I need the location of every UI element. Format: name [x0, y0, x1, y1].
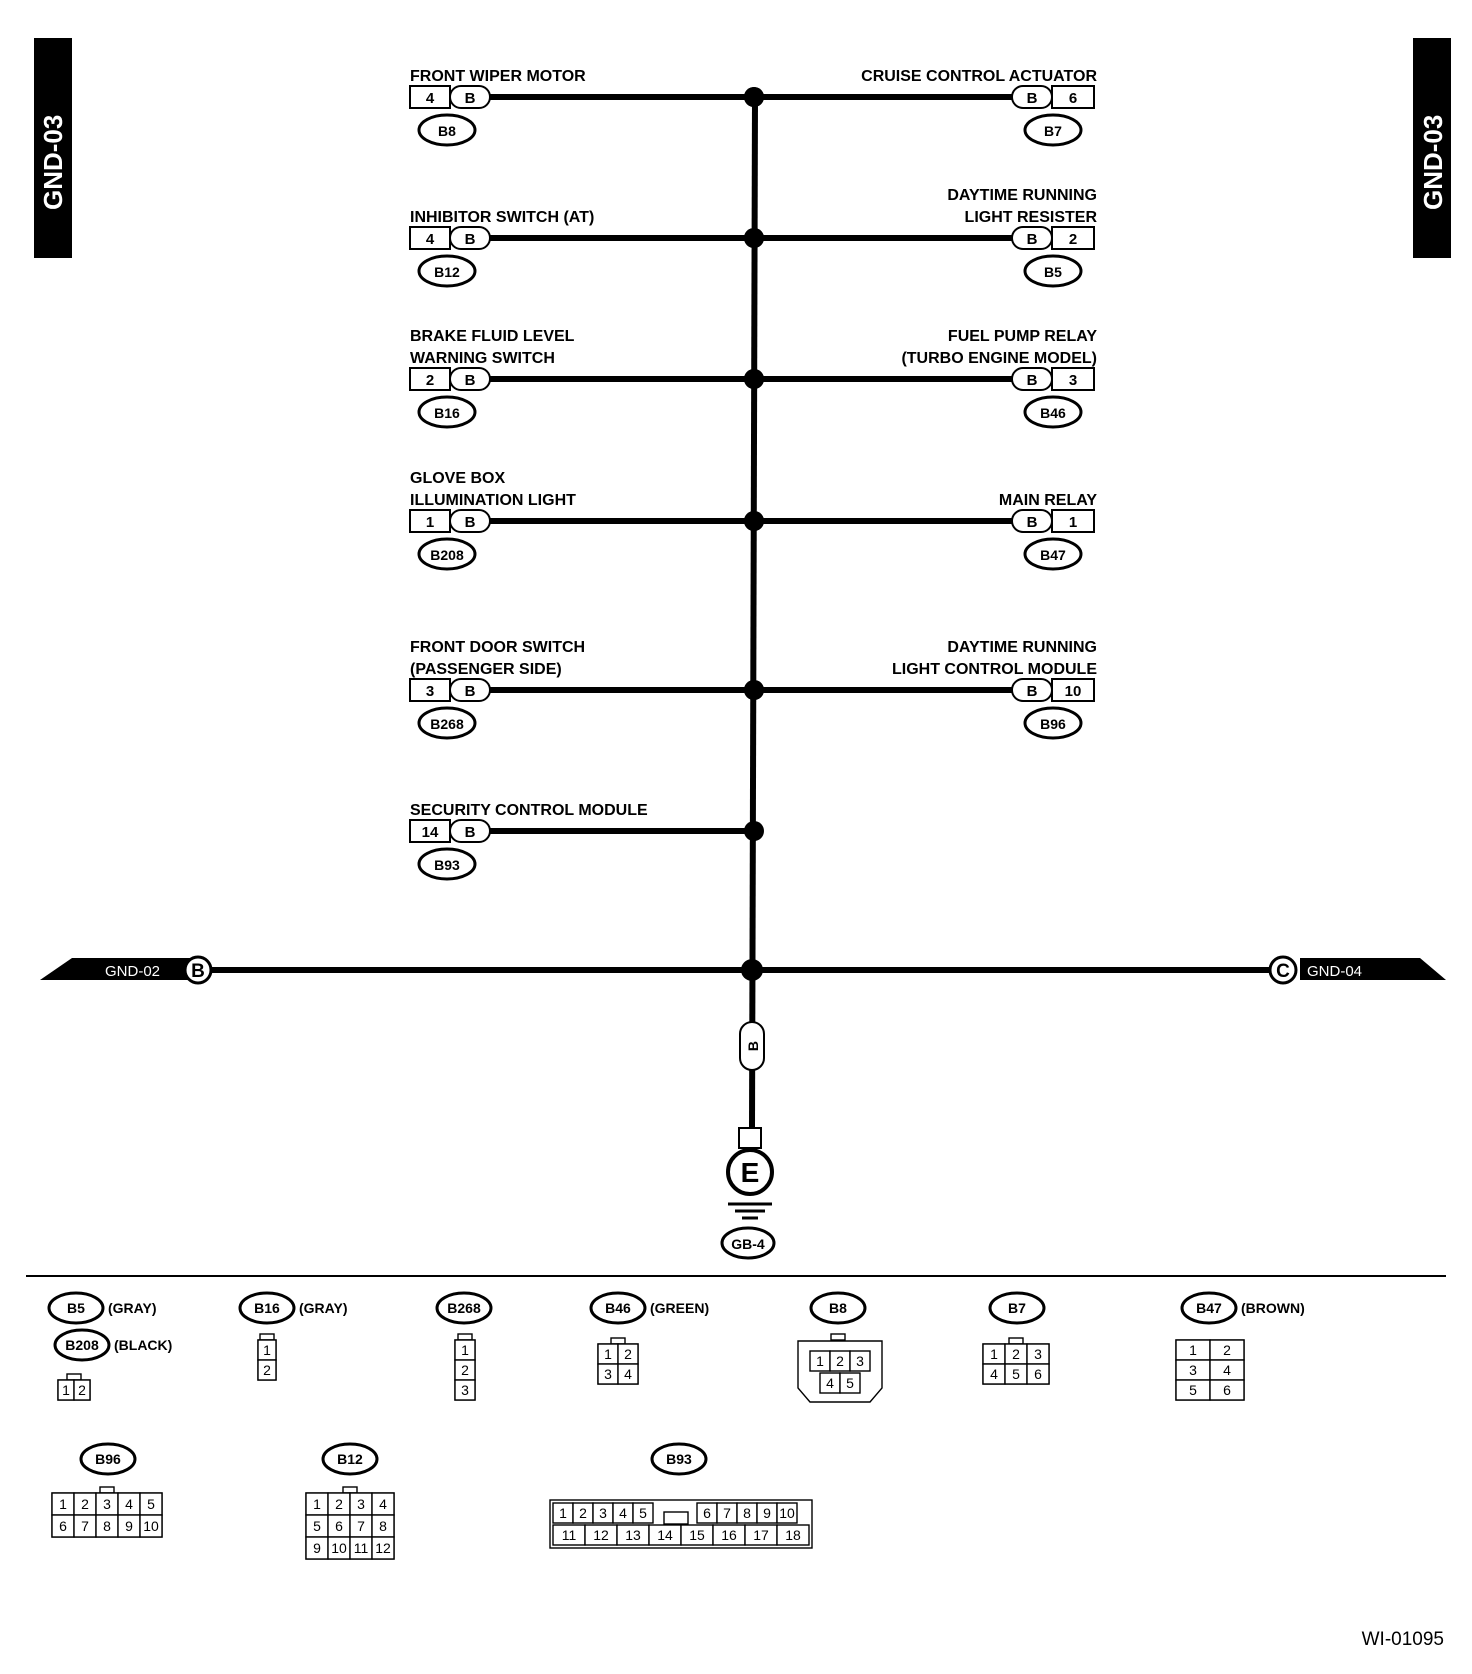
pin-label: 3	[856, 1353, 864, 1369]
junction-dot	[744, 680, 764, 700]
pin-label: 8	[103, 1518, 111, 1534]
right-branches	[744, 68, 1097, 738]
pin-label: 6	[59, 1518, 67, 1534]
pin-label: 8	[743, 1505, 751, 1521]
ground-letter: E	[740, 1157, 760, 1188]
pin-label: 6	[1034, 1366, 1042, 1382]
component-name: DAYTIME RUNNING	[947, 639, 1097, 656]
wire-color: B	[464, 824, 476, 841]
pin-label: 5	[313, 1518, 321, 1534]
bus-right-ref: GND-04	[1307, 963, 1363, 980]
pin-label: 2	[836, 1353, 844, 1369]
component-name: MAIN RELAY	[998, 492, 1097, 509]
component-name: BRAKE FLUID LEVEL	[410, 328, 575, 345]
connector-id: B16	[434, 405, 460, 421]
pin-number: 4	[425, 90, 435, 107]
bus-left-ref: GND-02	[105, 963, 161, 980]
ground-id: GB-4	[731, 1236, 765, 1252]
legend-entry	[437, 1293, 491, 1323]
legend-connector-color: (BLACK)	[114, 1337, 173, 1353]
pin-label: 2	[335, 1496, 343, 1512]
pin-label: 2	[461, 1362, 469, 1378]
pin-label: 4	[125, 1496, 133, 1512]
connector-face	[1176, 1340, 1244, 1400]
connector-face	[798, 1334, 882, 1402]
connector-face	[983, 1338, 1049, 1384]
pin-number: 14	[421, 824, 439, 841]
pin-label: 1	[62, 1382, 70, 1398]
connector-face	[455, 1334, 475, 1400]
component-name: INHIBITOR SWITCH (AT)	[410, 209, 595, 226]
pin-label: 1	[1189, 1342, 1197, 1358]
pin-label: 4	[624, 1366, 632, 1382]
pin-label: 6	[1223, 1382, 1231, 1398]
legend-entry	[323, 1444, 377, 1474]
pin-label: 3	[1034, 1346, 1042, 1362]
left-branch	[410, 639, 764, 738]
pin-label: 4	[379, 1496, 387, 1512]
pin-number: 2	[1068, 231, 1078, 248]
left-branch	[410, 68, 764, 145]
pin-label: 3	[357, 1496, 365, 1512]
pin-number: 10	[1064, 683, 1082, 700]
connector-id: B208	[430, 547, 464, 563]
wire-color: B	[464, 683, 476, 700]
junction-dot	[744, 821, 764, 841]
pin-label: 2	[81, 1496, 89, 1512]
pin-label: 1	[59, 1496, 67, 1512]
legend-connector-id: B268	[447, 1300, 481, 1316]
pin-label: 5	[1189, 1382, 1197, 1398]
pin-label: 13	[625, 1527, 641, 1543]
pin-label: 6	[703, 1505, 711, 1521]
pin-label: 3	[1189, 1362, 1197, 1378]
pin-label: 1	[313, 1496, 321, 1512]
pin-label: 1	[990, 1346, 998, 1362]
left-branch	[410, 209, 764, 286]
connector-id: B5	[1044, 264, 1062, 280]
page-tag-left	[34, 38, 72, 258]
pin-label: 11	[561, 1527, 577, 1543]
wire-color: B	[1026, 372, 1038, 389]
pin-label: 8	[379, 1518, 387, 1534]
wire-color: B	[464, 514, 476, 531]
component-name-line2: ILLUMINATION LIGHT	[410, 492, 576, 509]
pin-label: 15	[689, 1527, 705, 1543]
legend-entry	[240, 1293, 348, 1323]
component-name-line2: (PASSENGER SIDE)	[410, 661, 562, 678]
legend-connector-id: B93	[666, 1451, 692, 1467]
pin-label: 12	[375, 1540, 391, 1556]
left-branches	[410, 68, 764, 879]
legend-entry	[811, 1293, 865, 1323]
pin-label: 10	[143, 1518, 159, 1534]
figure-id: WI-01095	[1361, 1629, 1444, 1650]
legend-connector-id: B47	[1196, 1300, 1222, 1316]
legend-connector-id: B8	[829, 1300, 847, 1316]
bus-right-letter: C	[1276, 961, 1290, 982]
legend-connector-id: B5	[67, 1300, 85, 1316]
junction-dot	[744, 369, 764, 389]
pin-label: 10	[331, 1540, 347, 1556]
wire-color: B	[464, 372, 476, 389]
connector-face	[52, 1487, 162, 1537]
pin-label: 6	[335, 1518, 343, 1534]
component-name: DAYTIME RUNNING	[947, 187, 1097, 204]
pin-label: 5	[639, 1505, 647, 1521]
svg-text:B: B	[745, 1040, 761, 1052]
legend-connector-id: B12	[337, 1451, 363, 1467]
legend-connector-color: (GRAY)	[299, 1300, 348, 1316]
legend-connector-id: B46	[605, 1300, 631, 1316]
legend-connector-color: (GRAY)	[108, 1300, 157, 1316]
pin-label: 12	[593, 1527, 609, 1543]
pin-label: 1	[263, 1342, 271, 1358]
pin-label: 1	[604, 1346, 612, 1362]
pin-label: 4	[1223, 1362, 1231, 1378]
legend-entry	[49, 1293, 157, 1323]
pin-label: 1	[559, 1505, 567, 1521]
pin-label: 2	[263, 1362, 271, 1378]
pin-label: 1	[461, 1342, 469, 1358]
pin-label: 7	[81, 1518, 89, 1534]
pin-label: 5	[846, 1375, 854, 1391]
wire-color: B	[464, 90, 476, 107]
left-branch	[410, 470, 764, 569]
connector-id: B268	[430, 716, 464, 732]
legend-entry	[1182, 1293, 1305, 1323]
connector-face	[258, 1334, 276, 1380]
component-name: FUEL PUMP RELAY	[947, 328, 1097, 345]
legend-entry	[55, 1330, 172, 1360]
wire-color: B	[1026, 514, 1038, 531]
left-branch	[410, 328, 764, 427]
connector-id: B96	[1040, 716, 1066, 732]
ground-point	[722, 1022, 774, 1258]
pin-number: 3	[425, 683, 435, 700]
pin-number: 4	[425, 231, 435, 248]
pin-label: 4	[990, 1366, 998, 1382]
pin-label: 4	[619, 1505, 627, 1521]
pin-label: 7	[723, 1505, 731, 1521]
bus-left-letter: B	[191, 961, 205, 982]
legend-connector-id: B16	[254, 1300, 280, 1316]
component-name: FRONT DOOR SWITCH	[410, 639, 586, 656]
wire-color: B	[1026, 231, 1038, 248]
wire-color: B	[1026, 90, 1038, 107]
connector-id: B93	[434, 857, 460, 873]
legend-entry	[652, 1444, 706, 1474]
junction-dot	[744, 87, 764, 107]
pin-label: 14	[657, 1527, 673, 1543]
connector-face	[598, 1338, 638, 1384]
legend-entry	[81, 1444, 135, 1474]
connector-id: B8	[438, 123, 456, 139]
legend-entry	[591, 1293, 709, 1323]
component-name-line2: LIGHT RESISTER	[964, 209, 1097, 226]
pin-label: 9	[313, 1540, 321, 1556]
legend-connector-id: B208	[65, 1337, 99, 1353]
pin-label: 18	[785, 1527, 801, 1543]
pin-label: 10	[779, 1505, 795, 1521]
connector-id: B47	[1040, 547, 1066, 563]
svg-text:GND-03: GND-03	[38, 114, 68, 210]
left-branch	[410, 802, 764, 879]
pin-label: 2	[579, 1505, 587, 1521]
component-name: GLOVE BOX	[410, 470, 506, 487]
wire-color: B	[464, 231, 476, 248]
pin-number: 1	[1068, 514, 1078, 531]
right-branch	[744, 639, 1097, 738]
pin-label: 9	[125, 1518, 133, 1534]
right-branch	[744, 187, 1097, 286]
bus-junction	[741, 959, 763, 981]
pin-label: 16	[721, 1527, 737, 1543]
pin-label: 7	[357, 1518, 365, 1534]
pin-label: 1	[816, 1353, 824, 1369]
pin-label: 5	[1012, 1366, 1020, 1382]
page-tag-right	[1413, 38, 1451, 258]
pin-label: 3	[604, 1366, 612, 1382]
pin-label: 2	[78, 1382, 86, 1398]
component-name: SECURITY CONTROL MODULE	[410, 802, 648, 819]
pin-label: 2	[624, 1346, 632, 1362]
pin-label: 3	[599, 1505, 607, 1521]
pin-number: 3	[1068, 372, 1078, 389]
pin-label: 9	[763, 1505, 771, 1521]
pin-number: 1	[425, 514, 435, 531]
component-name-line2: LIGHT CONTROL MODULE	[891, 661, 1097, 678]
connector-id: B12	[434, 264, 460, 280]
component-name-line2: WARNING SWITCH	[410, 350, 555, 367]
pin-label: 5	[147, 1496, 155, 1512]
connector-face	[58, 1374, 90, 1400]
connector-face	[306, 1487, 394, 1559]
legend-connector-color: (BROWN)	[1241, 1300, 1305, 1316]
pin-number: 6	[1068, 90, 1078, 107]
pin-label: 17	[753, 1527, 769, 1543]
connector-id: B7	[1044, 123, 1062, 139]
pin-label: 2	[1012, 1346, 1020, 1362]
ground-bus	[40, 957, 1446, 983]
right-branch	[744, 68, 1097, 145]
right-branch	[744, 328, 1097, 427]
junction-dot	[744, 228, 764, 248]
right-branch	[744, 492, 1097, 569]
component-name: CRUISE CONTROL ACTUATOR	[861, 68, 1097, 85]
connector-face	[550, 1500, 812, 1548]
pin-label: 11	[353, 1540, 369, 1556]
component-name: FRONT WIPER MOTOR	[410, 68, 586, 85]
pin-label: 3	[461, 1382, 469, 1398]
pin-label: 4	[826, 1375, 834, 1391]
component-name-line2: (TURBO ENGINE MODEL)	[901, 350, 1097, 367]
wire-color: B	[1026, 683, 1038, 700]
pin-label: 2	[1223, 1342, 1231, 1358]
svg-text:GND-03: GND-03	[1418, 114, 1448, 210]
pin-label: 3	[103, 1496, 111, 1512]
legend-connector-id: B96	[95, 1451, 121, 1467]
legend-connector-id: B7	[1008, 1300, 1026, 1316]
legend-entry	[990, 1293, 1044, 1323]
junction-dot	[744, 511, 764, 531]
connector-id: B46	[1040, 405, 1066, 421]
legend-connector-color: (GREEN)	[650, 1300, 710, 1316]
pin-number: 2	[425, 372, 435, 389]
connector-legend	[49, 1293, 1305, 1559]
ground-lug	[739, 1128, 761, 1148]
